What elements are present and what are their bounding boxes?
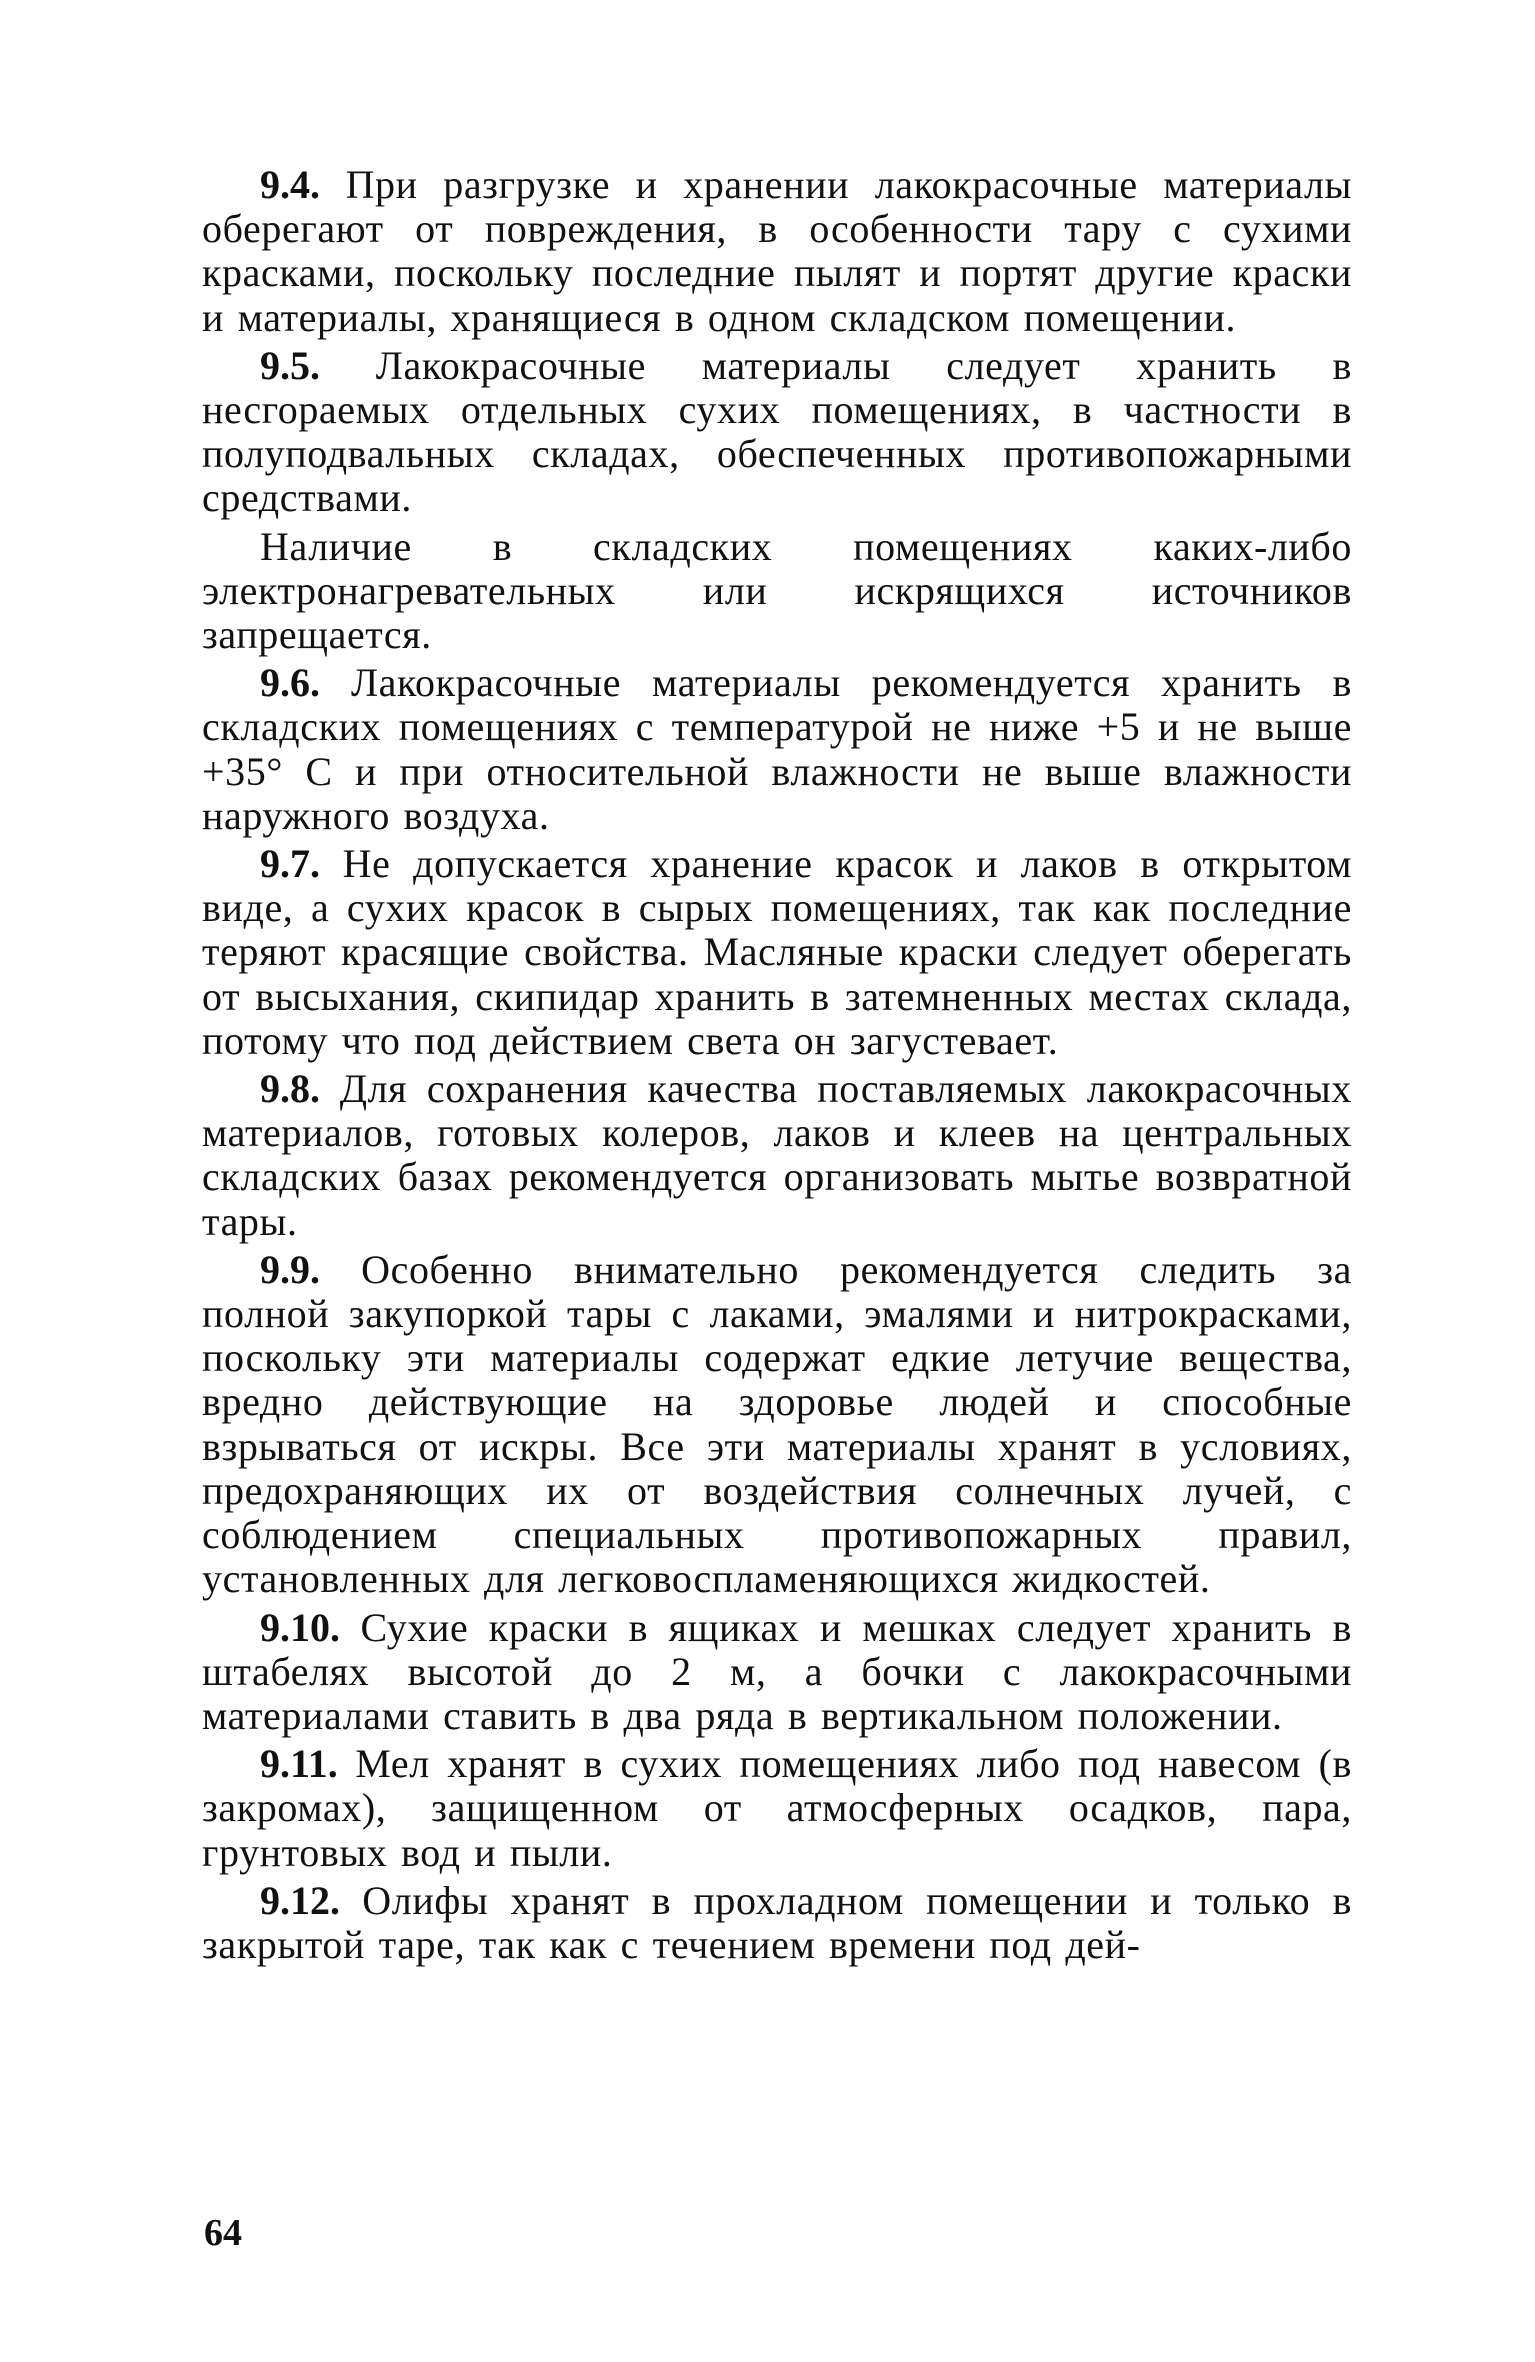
clause-number: 9.10. xyxy=(260,1604,340,1650)
paragraph-9-6 xyxy=(202,661,1352,838)
page-number: 64 xyxy=(204,2212,242,2254)
clause-number: 9.11. xyxy=(260,1741,338,1787)
paragraph-text: При разгрузке и хранении лакокрасочные материалы оберегают от повреждения, в особенности тару с сухими красками, поскольку последние пылят и портят другие краски и материалы, хранящиеся в одном складском помещении. xyxy=(202,162,1352,340)
paragraph-text: Мел хранят в сухих помещениях либо под навесом (в закромах), защищенном от атмосферных осадков, пара, грунтовых вод и пыли. xyxy=(202,1741,1352,1875)
clause-number: 9.12. xyxy=(260,1877,340,1923)
paragraph-text: Сухие краски в ящиках и мешках следует хранить в штабелях высотой до 2 м, а бочки с лакокрасочными материалами ставить в два ряда в вертикальном положении. xyxy=(202,1604,1352,1738)
paragraph-text: Не допускается хранение красок и лаков в открытом виде, а сухих красок в сырых помещениях, так как последние теряют красящие свойства. Масляные краски следует оберегать от высыхания, скипидар хранить в затемненных местах склада, потому что под действием света он загустевает. xyxy=(202,841,1352,1063)
paragraph-9-8 xyxy=(202,1067,1352,1244)
paragraph-text: Лакокрасочные материалы следует хранить в несгораемых отдельных сухих помещениях, в частности в полуподвальных складах, обеспеченных противопожарными средствами. xyxy=(202,342,1352,521)
clause-number: 9.9. xyxy=(260,1246,320,1292)
paragraph-text: Олифы хранят в прохладном помещении и только в закрытой таре, так как с течением времени под дей- xyxy=(202,1877,1352,1967)
paragraph-9-7 xyxy=(202,842,1352,1063)
paragraph-text: Наличие в складских помещениях каких-либо электронагревательных или искрящихся источников запрещается. xyxy=(202,523,1352,658)
clause-number: 9.7. xyxy=(260,841,320,887)
clause-number: 9.4. xyxy=(260,162,320,207)
paragraph-9-10 xyxy=(202,1606,1352,1739)
paragraph-text: Для сохранения качества поставляемых лакокрасочных материалов, готовых колеров, лаков и клеев на центральных складских базах рекомендуется организовать мытье возвратной тары. xyxy=(202,1066,1352,1244)
clause-number: 9.5. xyxy=(260,342,320,388)
page-body xyxy=(202,163,1352,1971)
paragraph-9-12 xyxy=(202,1879,1352,1967)
paragraph-text: Лакокрасочные материалы рекомендуется хранить в складских помещениях с температурой не ниже +5 и не выше +35° С и при относительной влажности не выше влажности наружного воздуха. xyxy=(202,660,1352,838)
clause-number: 9.8. xyxy=(260,1066,320,1112)
paragraph-9-9 xyxy=(202,1248,1352,1602)
paragraph-9-5-continued xyxy=(202,525,1352,658)
clause-number: 9.6. xyxy=(260,660,320,706)
paragraph-9-11 xyxy=(202,1742,1352,1875)
paragraph-9-5 xyxy=(202,344,1352,521)
paragraph-text: Особенно внимательно рекомендуется следить за полной закупоркой тары с лаками, эмалями и нитрокрасками, поскольку эти материалы содержат едкие летучие вещества, вредно действующие на здоровье людей и способные взрываться от искры. Все эти материалы хранят в условиях, предохраняющих их от воздействия солнечных лучей, с соблюдением специальных противопожарных правил, установленных для легковоспламеняющихся жидкостей. xyxy=(202,1246,1352,1602)
paragraph-9-4 xyxy=(202,163,1352,340)
